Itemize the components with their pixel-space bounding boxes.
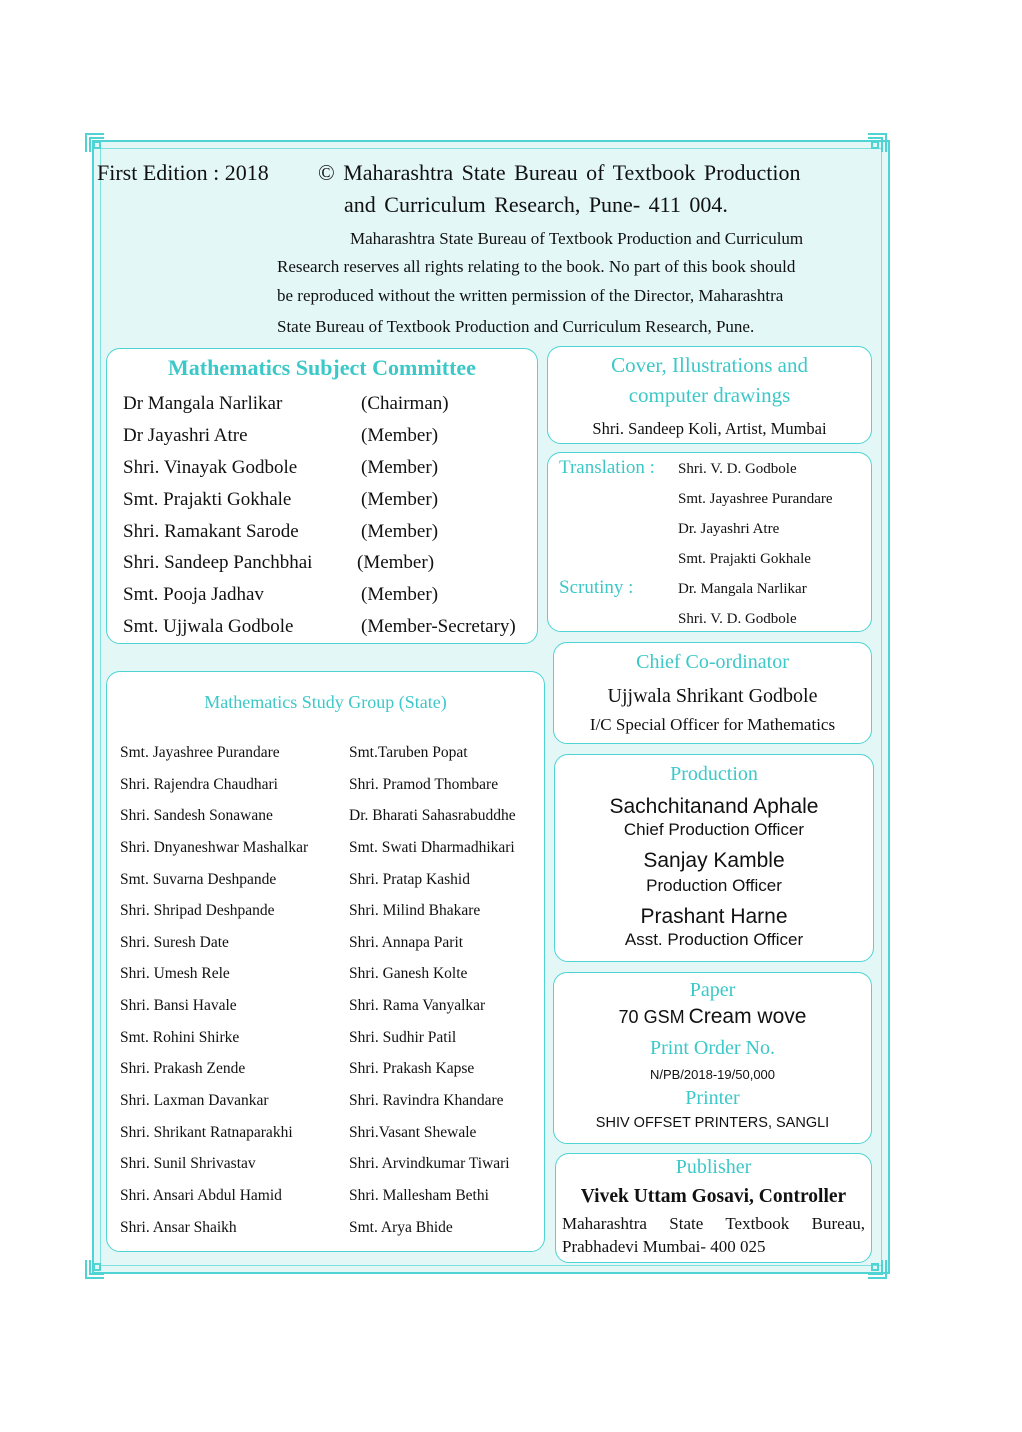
production-title: Production xyxy=(670,763,758,785)
study-member: Shri. Ganesh Kolte xyxy=(349,965,468,982)
study-group-box xyxy=(106,671,545,1252)
translator-name: Shri. V. D. Godbole xyxy=(678,461,797,477)
member-name: Dr Jayashri Atre xyxy=(123,425,248,446)
study-member: Shri. Arvindkumar Tiwari xyxy=(349,1155,510,1172)
study-member: Shri. Annapa Parit xyxy=(349,934,464,951)
rights-line: Maharashtra State Bureau of Textbook Production and Curriculum xyxy=(350,229,804,248)
study-member: Smt. Jayashree Purandare xyxy=(120,744,280,761)
coordinator-name: Ujjwala Shrikant Godbole xyxy=(607,685,818,707)
publisher-address-2: Prabhadevi Mumbai- 400 025 xyxy=(562,1237,766,1256)
member-name: Shri. Vinayak Godbole xyxy=(123,457,298,478)
member-role: (Member) xyxy=(361,425,439,446)
member-name: Smt. Ujjwala Godbole xyxy=(123,616,294,637)
production-person-role: Asst. Production Officer xyxy=(624,930,804,949)
study-member: Smt.Taruben Popat xyxy=(349,744,468,761)
study-member: Shri. Ansar Shaikh xyxy=(120,1219,237,1236)
committee-member xyxy=(123,393,282,415)
study-member: Shri. Ravindra Khandare xyxy=(349,1092,504,1109)
printer-name: SHIV OFFSET PRINTERS, SANGLI xyxy=(595,1115,830,1131)
scrutiny-name: Shri. V. D. Godbole xyxy=(678,611,797,627)
study-member: Shri. Laxman Davankar xyxy=(120,1092,269,1109)
study-member: Shri. Sudhir Patil xyxy=(349,1029,457,1046)
translator-name: Smt. Prajakti Gokhale xyxy=(678,551,811,567)
production-person-role: Production Officer xyxy=(646,876,782,895)
study-member: Shri. Milind Bhakare xyxy=(349,902,481,919)
study-member: Shri. Pramod Thombare xyxy=(349,776,499,793)
member-name: Shri. Ramakant Sarode xyxy=(123,521,299,542)
study-member: Shri. Mallesham Bethi xyxy=(349,1187,489,1204)
production-person-role: Chief Production Officer xyxy=(623,820,805,839)
publisher-name: Vivek Uttam Gosavi, Controller xyxy=(580,1186,847,1207)
study-member: Smt. Rohini Shirke xyxy=(120,1029,240,1046)
study-member: Shri. Suresh Date xyxy=(120,934,229,951)
study-member: Shri. Ansari Abdul Hamid xyxy=(120,1187,282,1204)
study-member: Shri.Vasant Shewale xyxy=(349,1124,477,1141)
paper-box xyxy=(553,972,872,1144)
cover-box xyxy=(547,346,872,444)
corner-ornament-icon xyxy=(866,1258,888,1280)
production-person-name: Prashant Harne xyxy=(640,905,788,928)
study-member: Smt. Suvarna Deshpande xyxy=(120,871,277,888)
member-name: Smt. Prajakti Gokhale xyxy=(123,489,292,510)
study-group-title: Mathematics Study Group (State) xyxy=(204,692,447,712)
member-role: (Member-Secretary) xyxy=(361,616,516,637)
member-name: Smt. Pooja Jadhav xyxy=(123,584,264,605)
corner-ornament-icon xyxy=(866,132,888,154)
translator-name: Dr. Jayashri Atre xyxy=(678,521,780,537)
member-role: (Member) xyxy=(361,584,439,605)
study-member: Shri. Shrikant Ratnaparakhi xyxy=(120,1124,293,1141)
rights-line: State Bureau of Textbook Production and Curriculum Research, Pune. xyxy=(277,317,755,336)
translation-box xyxy=(547,452,872,632)
subject-committee-box xyxy=(106,348,538,644)
study-member: Smt. Arya Bhide xyxy=(349,1219,453,1236)
study-member: Shri. Rama Vanyalkar xyxy=(349,997,486,1014)
study-member: Shri. Pratap Kashid xyxy=(349,871,470,888)
printer-title: Printer xyxy=(685,1087,740,1109)
rights-line: be reproduced without the written permission of the Director, Maharashtra xyxy=(277,286,784,305)
study-member: Shri. Prakash Zende xyxy=(120,1060,246,1077)
paper-title: Paper xyxy=(689,979,736,1001)
edition-label: First Edition : 2018 xyxy=(97,160,269,185)
member-role: (Member) xyxy=(361,521,439,542)
study-member: Shri. Prakash Kapse xyxy=(349,1060,475,1077)
study-member: Shri. Rajendra Chaudhari xyxy=(120,776,278,793)
production-person-name: Sachchitanand Aphale xyxy=(609,795,819,818)
rights-line: Research reserves all rights relating to the book. No part of this book should xyxy=(277,257,796,276)
coordinator-role: I/C Special Officer for Mathematics xyxy=(589,715,836,734)
cover-title-line-1: Cover, Illustrations and xyxy=(611,353,808,377)
study-member: Shri. Sandesh Sonawane xyxy=(120,807,273,824)
copyright-line-1: © Maharashtra State Bureau of Textbook Production xyxy=(318,160,801,185)
cover-title-line-2: computer drawings xyxy=(628,383,791,407)
print-order-number: N/PB/2018-19/50,000 xyxy=(649,1067,776,1082)
member-name: Shri. Sandeep Panchbhai xyxy=(123,552,313,573)
scrutiny-name: Dr. Mangala Narlikar xyxy=(678,581,807,597)
production-box xyxy=(554,754,874,962)
committee-title: Mathematics Subject Committee xyxy=(168,355,476,380)
member-name: Dr Mangala Narlikar xyxy=(123,393,283,414)
study-member: Shri. Sunil Shrivastav xyxy=(120,1155,256,1172)
study-member: Dr. Bharati Sahasrabuddhe xyxy=(349,807,516,824)
member-role: (Chairman) xyxy=(361,393,449,414)
member-role: (Member) xyxy=(357,552,435,573)
scrutiny-label: Scrutiny : xyxy=(559,577,634,598)
member-role: (Member) xyxy=(361,457,439,478)
study-member: Shri. Bansi Havale xyxy=(120,997,237,1014)
corner-ornament-icon xyxy=(84,132,106,154)
production-person-name: Sanjay Kamble xyxy=(643,849,785,872)
coordinator-title: Chief Co-ordinator xyxy=(636,651,789,673)
copyright-line-2: and Curriculum Research, Pune- 411 004. xyxy=(344,192,728,217)
paper-type: Cream wove xyxy=(688,1005,807,1028)
study-member: Shri. Dnyaneshwar Mashalkar xyxy=(120,839,309,856)
paper-spec xyxy=(554,1005,871,1029)
study-member: Shri. Umesh Rele xyxy=(120,965,230,982)
translation-label: Translation : xyxy=(559,457,655,478)
cover-artist: Shri. Sandeep Koli, Artist, Mumbai xyxy=(592,419,827,438)
coordinator-box xyxy=(553,642,872,744)
translator-name: Smt. Jayashree Purandare xyxy=(678,491,833,507)
publisher-address-1: Maharashtra State Textbook Bureau, xyxy=(562,1214,865,1233)
paper-gsm: 70 GSM xyxy=(618,1007,685,1027)
corner-ornament-icon xyxy=(84,1258,106,1280)
print-order-title: Print Order No. xyxy=(650,1037,775,1059)
member-role: (Member) xyxy=(361,489,439,510)
study-member: Smt. Swati Dharmadhikari xyxy=(349,839,515,856)
study-member: Shri. Shripad Deshpande xyxy=(120,902,275,919)
publisher-title: Publisher xyxy=(675,1156,752,1178)
publisher-box xyxy=(555,1153,872,1263)
